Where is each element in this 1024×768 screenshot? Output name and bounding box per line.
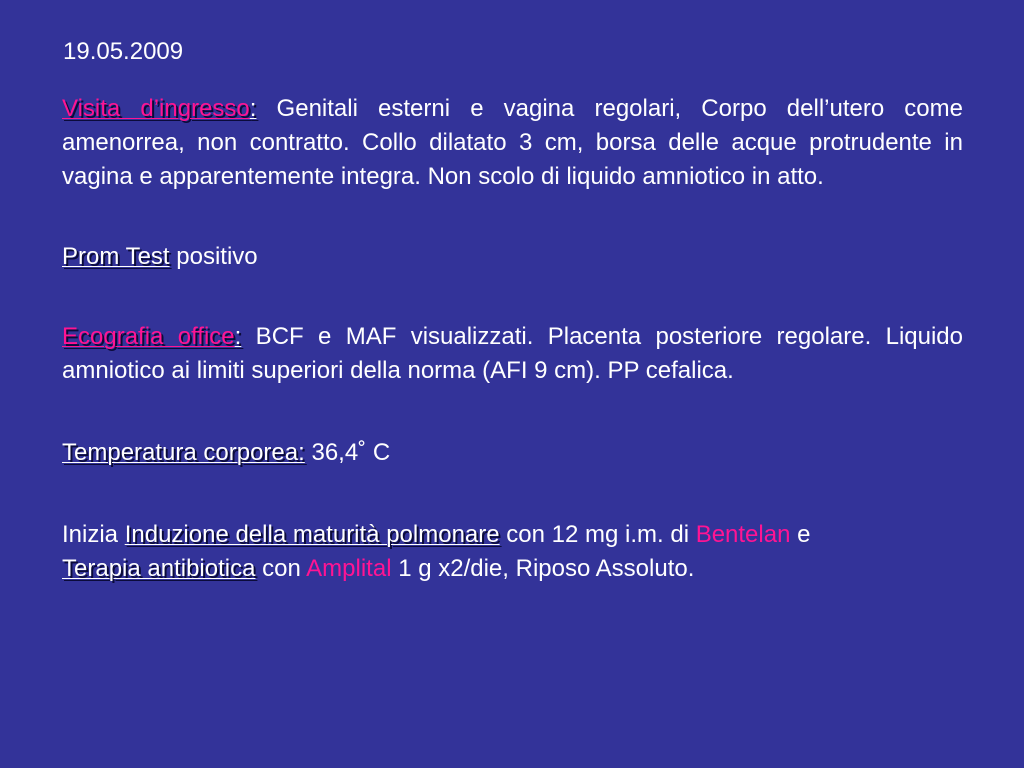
inizia-prefix: Inizia	[62, 521, 125, 548]
slide-date: 19.05.2009	[63, 38, 184, 65]
temperatura-label: Temperatura corporea:	[62, 439, 305, 466]
inizia-middle: con 12 mg i.m. di	[499, 521, 696, 548]
inizia-paragraph	[62, 518, 963, 586]
prom-label: Prom Test	[62, 243, 170, 270]
temperatura-text: 36,4˚ C	[304, 439, 391, 466]
amplital-drug: Amplital	[306, 555, 392, 582]
inizia-con: con	[255, 555, 307, 582]
inizia-tail: 1 g x2/die, Riposo Assoluto.	[391, 555, 695, 582]
ecografia-colon: :	[234, 323, 242, 350]
ecografia-label: Ecografia office	[62, 323, 235, 350]
induzione-label: Induzione della maturità polmonare	[124, 521, 500, 548]
prom-paragraph	[62, 240, 963, 274]
visita-text: Genitali esterni e vagina regolari, Corpo dell’utero come amenorrea, non contratto. Collo dilatato 3 cm, borsa delle acque protrudente in vagina e apparentemente integra. Non scolo di liquido amniotico in atto.	[62, 95, 963, 190]
ecografia-text: BCF e MAF visualizzati. Placenta posteriore regolare. Liquido amniotico ai limiti superiori della norma (AFI 9 cm). PP cefalica.	[62, 323, 963, 384]
temperatura-paragraph	[62, 436, 963, 470]
ecografia-paragraph	[62, 320, 963, 388]
visita-label: Visita d’ingresso	[62, 95, 250, 122]
bentelan-drug: Bentelan	[695, 521, 791, 548]
inizia-e: e	[790, 521, 811, 548]
prom-text: positivo	[169, 243, 258, 270]
visita-colon: :	[249, 95, 257, 122]
visita-paragraph	[62, 92, 963, 194]
terapia-label: Terapia antibiotica	[62, 555, 256, 582]
slide-content	[62, 92, 963, 586]
